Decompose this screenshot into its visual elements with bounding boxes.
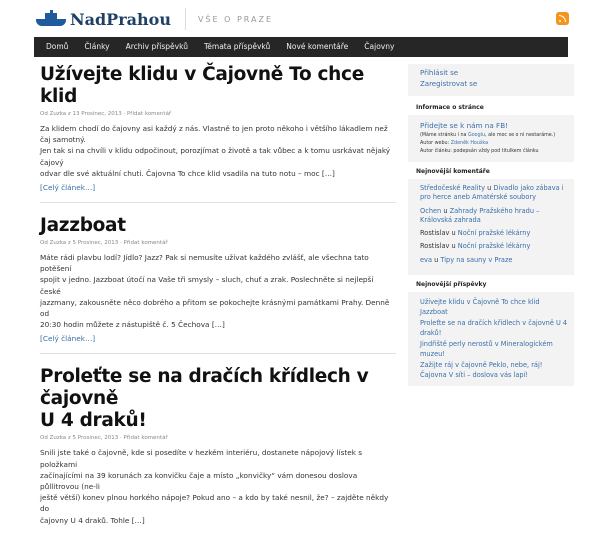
sidebar-heading-recent: Nejnovější příspěvky (416, 281, 487, 289)
post-meta: Od Zuzka z 5 Prosinec, 2013 · Přidat komentář (40, 240, 168, 247)
google-link[interactable]: Googlu (468, 133, 486, 138)
nav-item-home[interactable]: Domů (46, 42, 69, 51)
comment-author: Rostislav (420, 229, 450, 238)
post-meta: Od Zuzka z 5 Prosinec, 2013 · Přidat komentář (40, 435, 168, 442)
nav-item-teahouses[interactable]: Čajovny (364, 42, 395, 51)
comment-item (420, 207, 568, 226)
read-more-link[interactable]: [Celý článek…] (40, 183, 96, 193)
post-divider (40, 353, 396, 354)
author-label: Autor webu: (420, 141, 451, 146)
site-tagline: VŠE O PRAZE (197, 14, 274, 24)
post-excerpt (40, 447, 396, 525)
post-title-line: U 4 draků! (40, 410, 147, 432)
nav-item-archive[interactable]: Archiv příspěvků (125, 42, 188, 51)
info-box (408, 115, 574, 162)
comment-author: Rostislav (420, 242, 450, 251)
recent-post-link[interactable]: Čajovna V síti – doslova vás lapí! (420, 370, 529, 379)
register-link[interactable]: Zaregistrovat se (420, 80, 478, 88)
comment-sep: u (449, 229, 458, 238)
boat-logo-icon (36, 12, 66, 26)
facebook-link[interactable]: Přidejte se k nám na FB! (420, 121, 509, 130)
site-logo[interactable] (36, 8, 273, 30)
post-title[interactable]: Jazzboat (40, 215, 126, 237)
nav-item-topics[interactable]: Témata příspěvků (203, 42, 271, 51)
comments-box (408, 179, 574, 275)
note-text: (Máme stránku i na (420, 133, 468, 138)
google-note (420, 132, 568, 140)
recent-post-link[interactable]: Jindřiště perly nerostů v Mineralogickém muzeu! (420, 339, 553, 359)
login-link[interactable]: Přihlásit se (420, 69, 459, 77)
post-meta: Od Zuzka z 13 Prosinec, 2013 · Přidat komentář (40, 111, 172, 117)
note-text: , ale moc se o ni nestaráme.) (485, 133, 556, 138)
post (40, 366, 396, 525)
comment-item (420, 256, 568, 265)
post (40, 215, 396, 343)
articles-author-line: Autor článku: podepsán vždy pod titulkem článku (420, 149, 539, 154)
comment-sep: u (485, 184, 494, 192)
sidebar-heading-comments: Nejnovější komentáře (416, 168, 490, 175)
main-content (40, 64, 396, 535)
sidebar (408, 64, 574, 386)
rss-icon[interactable] (556, 12, 569, 25)
excerpt-line: začínajícími na 39 korunách za konvičku čaje a místo „konvičky“ vám donesou doslova půllitrovou (ne-li (40, 470, 358, 492)
comment-author-link[interactable]: eva (420, 255, 432, 264)
read-more-link[interactable]: [Celý článek…] (40, 334, 96, 344)
comment-sep: u (449, 242, 458, 251)
post-divider (40, 202, 396, 203)
recent-post-link[interactable]: Zažijte ráj v čajovně Peklo, nebe, ráj! (420, 360, 543, 369)
post-title-line: Proleťte se na dračích křídlech v čajovně (40, 366, 369, 410)
comment-sep: u (432, 255, 441, 264)
excerpt-line: Máte rádi plavbu lodí? Jídlo? Jazz? Pak si nemusíte užívat každého zvlášť, ale všechna tato potěšení (40, 253, 369, 274)
sidebar-heading-info: Informace o stránce (416, 104, 484, 111)
excerpt-line: jazzmany, zakousněte něco dobrého a přitom se pokochejte krásnými památkami Prahy. Denně od (40, 297, 390, 319)
excerpt-line: ještě větší) konev plnou horkého nápoje? Pokud ano – a kdo by také nesnil, že? – zajděte někdy do (40, 493, 389, 514)
excerpt-line: odvar dle své aktuální chuti. Čajovna To chce klid vsadila na tuto notu – moc […] (40, 168, 335, 178)
excerpt-line: spojit v jedno. Jazzboat útočí na Vaše tři smysly – sluch, chuť a zrak. Poslechněte si nejlepší české (40, 275, 374, 296)
author-link[interactable]: Zdeněk Houška (450, 141, 489, 146)
recent-post-link[interactable]: Užívejte klidu v Čajovně To chce klid (420, 298, 540, 307)
comment-post-link[interactable]: Tipy na sauny v Praze (440, 255, 513, 264)
recent-post-link[interactable]: Proleťte se na dračích křídlech v čajovně U 4 draků! (420, 318, 568, 338)
site-header (0, 0, 600, 36)
excerpt-line: čajovny U 4 draků. Tohle […] (40, 515, 145, 525)
post (40, 64, 396, 192)
excerpt-line: Jen tak si na chvíli v klidu odpočinout, porozjímat o životě a tak vůbec a k tomu usrkávat nějaký čajový (40, 146, 391, 167)
comment-author-link[interactable]: Ochen (420, 206, 442, 215)
comment-post-link[interactable]: Noční pražské lékárny (457, 229, 531, 238)
post-excerpt (40, 252, 396, 330)
comment-author-link[interactable]: Středočeské Reality (420, 184, 485, 192)
login-box (408, 64, 574, 96)
comment-post-link[interactable]: Divadlo jako zábava i pro herce aneb Amatérské soubory (420, 184, 564, 202)
tagline-divider (185, 8, 186, 30)
excerpt-line: Za klidem chodí do čajovny asi každý z nás. Vlastně to jen proto někoho i většího lákadlem než čaj samotný. (40, 124, 388, 145)
post-title[interactable] (40, 366, 396, 432)
excerpt-line: Snili jste také o čajovně, kde si posedíte v hezkém interiéru, dostanete nápojový lístek s položkami (40, 448, 363, 469)
comment-sep: u (441, 206, 450, 215)
recent-post-link[interactable]: Jazzboat (420, 308, 448, 317)
excerpt-line: 20:30 hodin můžete z nástupiště č. 5 Čechova […] (40, 320, 225, 330)
post-title[interactable]: Užívejte klidu v Čajovně To chce klid (40, 64, 364, 107)
main-nav (34, 37, 568, 57)
site-title[interactable]: NadPrahou (70, 9, 171, 29)
comment-post-link[interactable]: Noční pražské lékárny (457, 242, 531, 251)
comment-item (420, 242, 568, 251)
comment-item (420, 229, 568, 238)
comment-item (420, 184, 568, 203)
author-line (420, 140, 568, 148)
nav-item-articles[interactable]: Články (84, 42, 110, 51)
post-excerpt (40, 123, 396, 179)
nav-item-new-comments[interactable]: Nové komentáře (286, 42, 349, 51)
comment-post-link[interactable]: Zahrady Pražského hradu – Královská zahrada (420, 206, 540, 224)
recent-posts-box (408, 292, 574, 386)
